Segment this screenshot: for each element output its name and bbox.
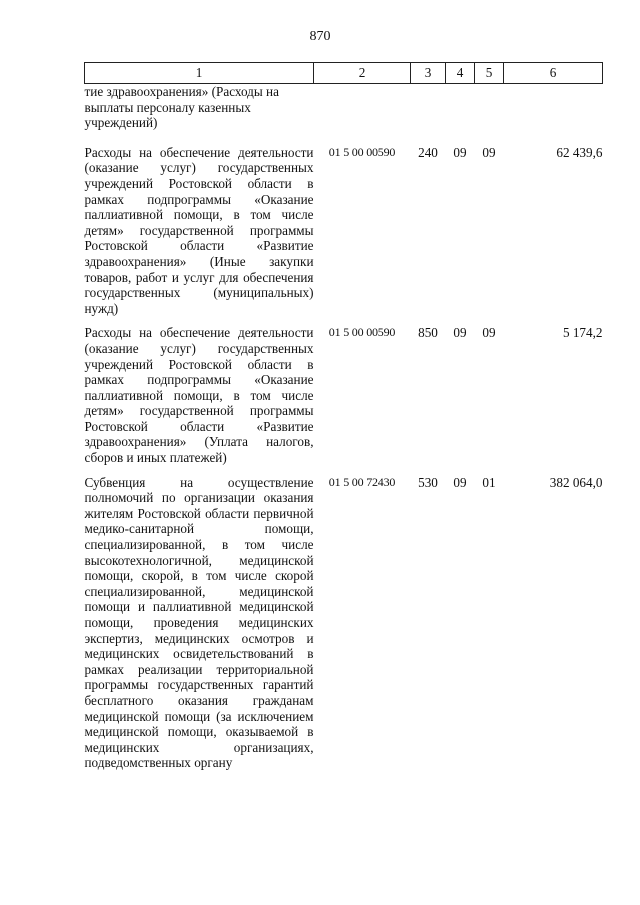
amount-value: 62 439,6 bbox=[556, 144, 603, 160]
table-row-continuation bbox=[85, 84, 603, 145]
row-description: тие здравоохранения» (Расходы на выплаты персоналу казенных учреждений) bbox=[84, 84, 279, 131]
column-header: 5 bbox=[475, 63, 504, 84]
section-code: 09 bbox=[453, 474, 467, 490]
row-description: Субвенция на осуществление полномочий по организации оказания жителям Ростовской области первичной медико-санитарной помощи, специализированной, в том числе высокотехнологичной, медицинской помощи, скорой, в том числе скорой специализированной, медицинской помощи и паллиативной медицинской помощи, проведения медицинских экспертиз, медицинских осмотров и медицинских освидетельствований в рамках реализации территориальной программы государственных гарантий бесплатного оказания гражданам медицинской помощи (за исключением медицинской помощи, оказываемой в медицинских организациях, подведомственных органу bbox=[84, 474, 314, 771]
table-row bbox=[85, 475, 603, 780]
target-article-code: 01 5 00 00590 bbox=[328, 325, 396, 340]
table-row bbox=[85, 325, 603, 474]
column-header: 2 bbox=[314, 63, 411, 84]
amount-value: 5 174,2 bbox=[562, 325, 603, 341]
row-description: Расходы на обеспечение деятельности (оказание услуг) государственных учреждений Ростовской области в рамках подпрограммы «Оказание паллиативной помощи, в том числе детям» государственной программы Ростовской области «Развитие здравоохранения» (Иные закупки товаров, работ и услуг для обеспечения государственных (муниципальных) нужд) bbox=[84, 144, 314, 316]
expense-type-code: 530 bbox=[418, 474, 438, 490]
subsection-code: 09 bbox=[482, 144, 496, 160]
section-code: 09 bbox=[453, 144, 467, 160]
page-number: 870 bbox=[309, 29, 331, 44]
column-header: 1 bbox=[85, 63, 314, 84]
expense-type-code: 240 bbox=[418, 144, 438, 160]
column-header: 3 bbox=[411, 63, 446, 84]
row-description: Расходы на обеспечение деятельности (оказание услуг) государственных учреждений Ростовской области в рамках подпрограммы «Оказание паллиативной помощи, в том числе детям» государственной программы Ростовской области «Развитие здравоохранения» (Уплата налогов, сборов и иных платежей) bbox=[84, 325, 314, 466]
column-header: 6 bbox=[504, 63, 603, 84]
amount-value: 382 064,0 bbox=[549, 474, 603, 490]
subsection-code: 09 bbox=[482, 325, 496, 341]
section-code: 09 bbox=[453, 325, 467, 341]
budget-table bbox=[84, 62, 603, 780]
subsection-code: 01 bbox=[482, 474, 496, 490]
column-header: 4 bbox=[446, 63, 475, 84]
target-article-code: 01 5 00 72430 bbox=[328, 474, 396, 489]
target-article-code: 01 5 00 00590 bbox=[328, 144, 396, 159]
table-header-row bbox=[85, 63, 603, 84]
table-row bbox=[85, 145, 603, 326]
expense-type-code: 850 bbox=[418, 325, 438, 341]
